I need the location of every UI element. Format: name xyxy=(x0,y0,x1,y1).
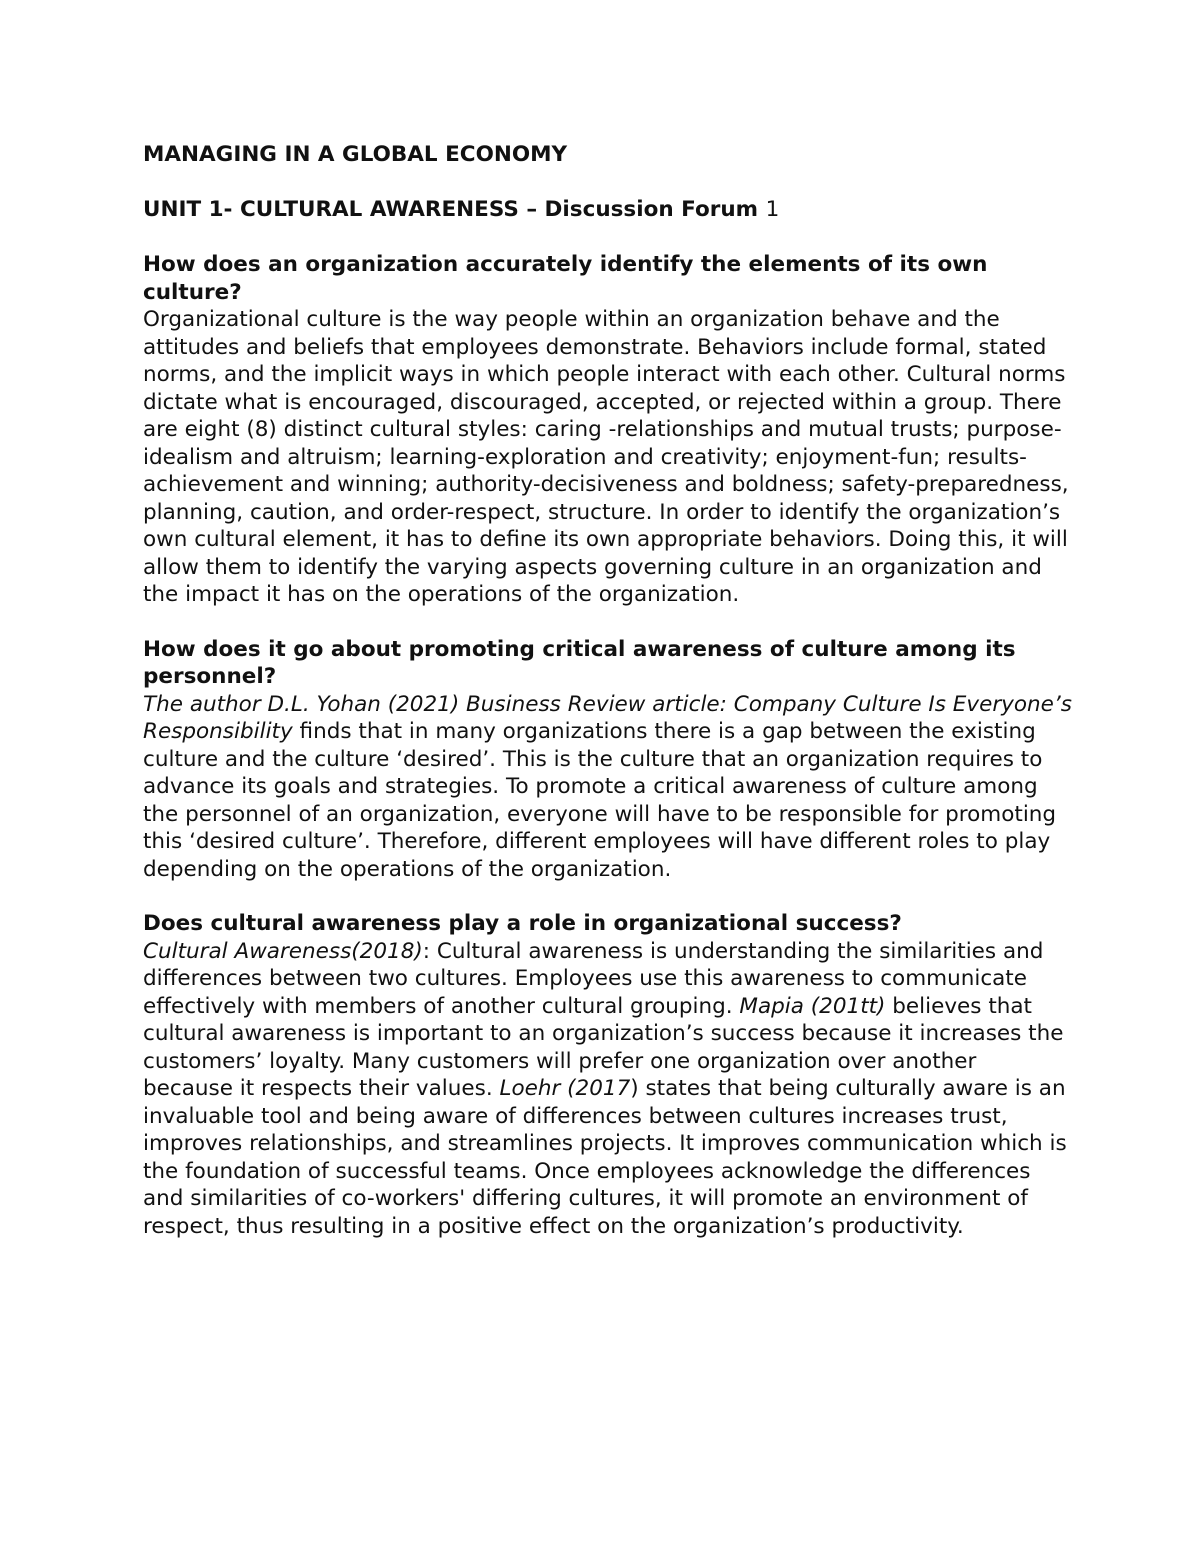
document-page xyxy=(143,141,1073,1267)
unit-title-text: UNIT 1- CULTURAL AWARENESS – Discussion Forum xyxy=(143,197,759,222)
section-1-answer: Organizational culture is the way people within an organization behave and the attitudes and beliefs that employees demonstrate. Behaviors include formal, stated norms, and the implicit ways in which people interact with each other. Cultural norms dictate what is encouraged, discouraged, accepted, or rejected within a group. There are eight (8) distinct cultural styles: caring -relationships and mutual trusts; purpose-idealism and altruism; learning-exploration and creativity; enjoyment-fun; results-achievement and winning; authority-decisiveness and boldness; safety-preparedness, planning, caution, and order-respect, structure. In order to identify the organization’s own cultural element, it has to define its own appropriate behaviors. Doing this, it will allow them to identify the varying aspects governing culture in an organization and the impact it has on the operations of the organization. xyxy=(143,307,1069,607)
section-2 xyxy=(143,636,1073,884)
section-3-text-3: ) states that being culturally aware is an invaluable tool and being aware of differences between cultures increases trust, improves relationships, and streamlines projects. It improves communication which is the foundation of successful teams. Once employees acknowledge the differences and similarities of co-workers' differing cultures, it will promote an environment of respect, thus resulting in a positive effect on the organization’s productivity. xyxy=(143,1076,1067,1239)
section-2-answer-text: finds that in many organizations there is a gap between the existing culture and the culture ‘desired’. This is the culture that an organization requires to advance its goals and strategies. To promote a critical awareness of culture among the personnel of an organization, everyone will have to be responsible for promoting this ‘desired culture’. Therefore, different employees will have different roles to play depending on the operations of the organization. xyxy=(143,719,1057,882)
section-2-answer xyxy=(143,691,1073,884)
section-2-question: How does it go about promoting critical awareness of culture among its personnel? xyxy=(143,636,1016,689)
section-3-text-2: believes that cultural awareness is important to an organization’s success because it increases the customers’ loyalty. Many customers will prefer one organization over another because it respects their values. xyxy=(143,993,1064,1101)
document-title: MANAGING IN A GLOBAL ECONOMY xyxy=(143,142,568,167)
section-3-text-1: : Cultural awareness is understanding the similarities and differences between two cultures. Employees use this awareness to communicate effectively with members of another cultural grouping. xyxy=(143,938,1044,1019)
section-1 xyxy=(143,251,1073,609)
unit-title-number: 1 xyxy=(765,197,780,222)
section-3 xyxy=(143,910,1073,1240)
unit-title xyxy=(143,196,1073,224)
section-3-citation-mapia: Mapia (201tt) xyxy=(739,993,886,1019)
section-3-citation-loehr: Loehr (2017 xyxy=(499,1076,631,1101)
section-2-citation: The author D.L. Yohan (2021) Business Review article: Company Culture Is Everyone’s Responsibility xyxy=(143,691,1072,744)
section-3-citation-cultural-awareness: Cultural Awareness(2018) xyxy=(143,938,423,964)
section-3-question: Does cultural awareness play a role in organizational success? xyxy=(143,911,902,936)
section-3-answer xyxy=(143,938,1073,1241)
section-1-question: How does an organization accurately identify the elements of its own culture? xyxy=(143,252,988,305)
